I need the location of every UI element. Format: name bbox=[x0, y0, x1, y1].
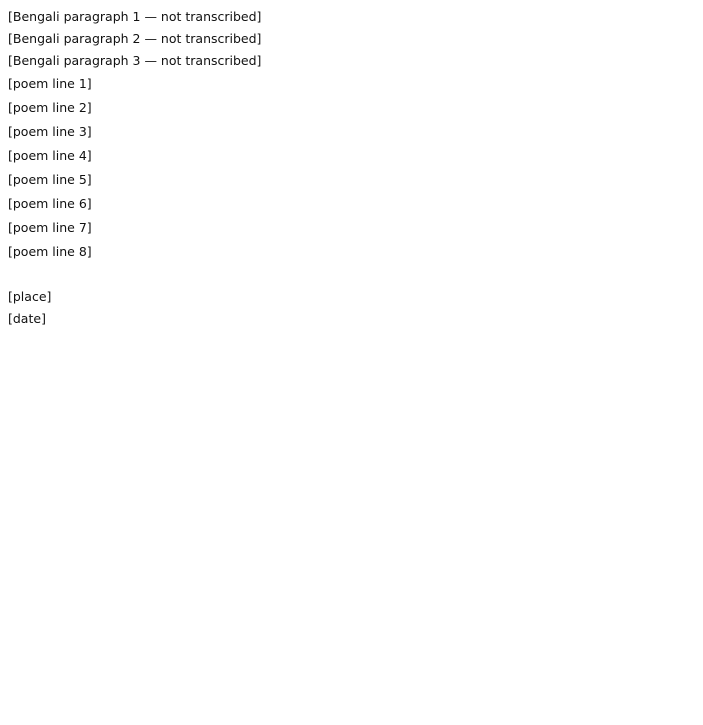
signature-date: [date] bbox=[8, 311, 46, 326]
paragraph-1: [Bengali paragraph 1 — not transcribed] bbox=[8, 9, 262, 24]
paragraph-3: [Bengali paragraph 3 — not transcribed] bbox=[8, 53, 262, 68]
poem-line: [poem line 1] bbox=[8, 76, 92, 91]
poem bbox=[8, 72, 695, 264]
paragraph-2: [Bengali paragraph 2 — not transcribed] bbox=[8, 31, 262, 46]
poem-line: [poem line 5] bbox=[8, 172, 92, 187]
poem-line: [poem line 4] bbox=[8, 148, 92, 163]
poem-line: [poem line 3] bbox=[8, 124, 92, 139]
poem-line: [poem line 8] bbox=[8, 244, 92, 259]
signature-block bbox=[8, 286, 695, 330]
signature-place: [place] bbox=[8, 289, 52, 304]
poem-line: [poem line 7] bbox=[8, 220, 92, 235]
poem-line: [poem line 6] bbox=[8, 196, 92, 211]
poem-line: [poem line 2] bbox=[8, 100, 92, 115]
